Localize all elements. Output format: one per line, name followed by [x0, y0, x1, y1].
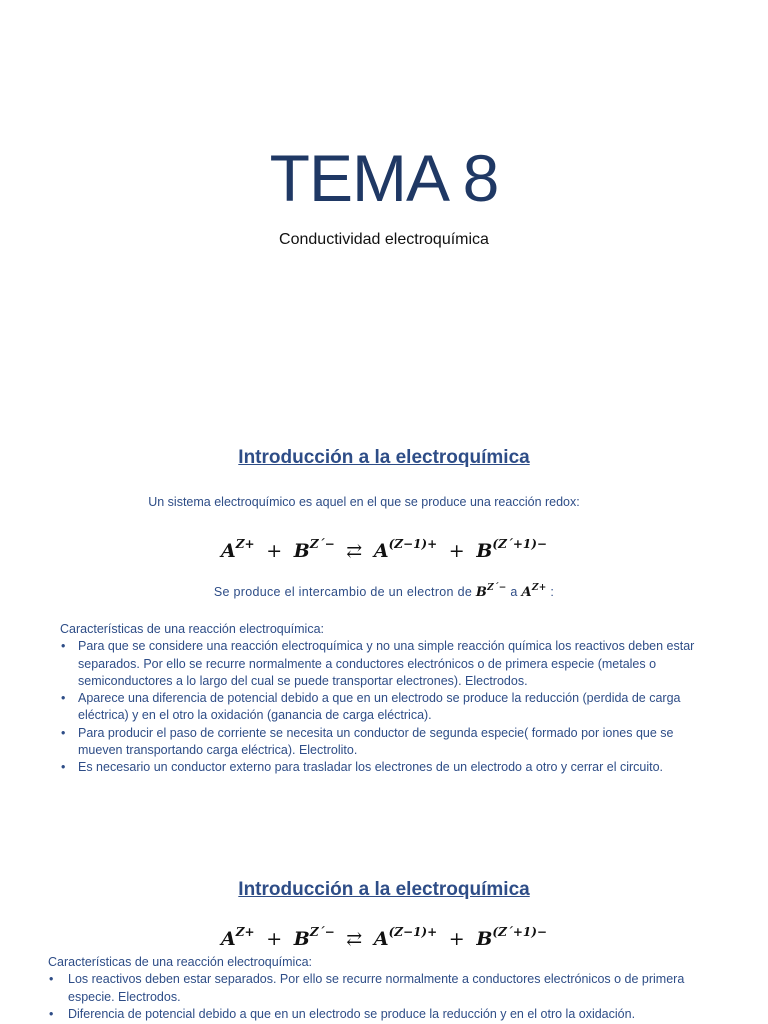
equilibrium-arrow: ⇄	[346, 540, 363, 562]
equation-term: B	[293, 540, 310, 562]
equation-superscript: (Z−1)+	[388, 925, 438, 939]
page-subtitle: Conductividad electroquímica	[279, 231, 489, 248]
equation-superscript: (Z´+1)−	[492, 537, 547, 551]
variable-letter: A	[521, 585, 532, 600]
equation-superscript: (Z−1)+	[388, 537, 438, 551]
characteristics-list	[48, 971, 728, 1023]
list-item-text: Diferencia de potencial debido a que en un electrodo se produce la reducción y en el otro la oxidación.	[68, 1006, 636, 1021]
list-item-text: Aparece una diferencia de potencial debido a que en un electrodo se produce la reducción (perdida de carga eléctrica) y en el otro la oxidación (ganancia de carga eléctrica).	[78, 691, 681, 723]
equation-term: A	[221, 540, 236, 562]
bullet-icon: •	[61, 725, 66, 740]
equation-term: B	[476, 540, 493, 562]
equation-superscript: (Z´+1)−	[492, 925, 547, 939]
equation-operator: +	[448, 540, 465, 562]
exchange-text: a	[506, 585, 522, 599]
characteristics-list	[60, 638, 720, 776]
list-item-text: Para que se considere una reacción electroquímica y no una simple reacción química los reactivos deben estar separados. Por ello se recurre normalmente a conductores electrónicos o de primera especie (metales o semiconductores a lo largo del cual se puede transportar electrones). Electrodos.	[78, 639, 695, 688]
list-item	[48, 971, 728, 1006]
list-item	[60, 759, 720, 776]
electron-exchange-text	[0, 579, 768, 602]
equation-operator: +	[266, 540, 283, 562]
section-heading: Introducción a la electroquímica	[238, 447, 530, 468]
equation-term: B	[476, 928, 493, 950]
equation-superscript: Z+	[235, 925, 255, 939]
equation-superscript: Z´−	[309, 925, 335, 939]
equilibrium-arrow: ⇄	[346, 928, 363, 950]
exchange-text: Se produce el intercambio de un electron de	[213, 585, 476, 599]
equation-term: B	[293, 928, 310, 950]
variable-superscript: Z+	[531, 583, 547, 593]
bullet-icon: •	[49, 1006, 54, 1021]
redox-equation	[0, 918, 768, 953]
redox-equation	[0, 530, 768, 565]
bullet-icon: •	[49, 972, 54, 987]
list-item	[48, 1006, 728, 1023]
equation-operator: +	[266, 928, 283, 950]
list-item	[60, 638, 720, 690]
list-item	[60, 690, 720, 725]
characteristics-heading: Características de una reacción electroquímica:	[48, 955, 313, 969]
bullet-icon: •	[61, 691, 66, 706]
intro-text: Un sistema electroquímico es aquel en el que se produce una reacción redox:	[148, 495, 580, 509]
variable-letter: B	[475, 585, 488, 600]
equation-superscript: Z´−	[309, 537, 335, 551]
exchange-text: :	[546, 585, 555, 599]
list-item-text: Los reactivos deben estar separados. Por ello se recurre normalmente a conductores electrónicos o de primera especie. Electrodos.	[68, 972, 685, 1004]
exchange-variable	[521, 585, 546, 600]
page-title: TEMA 8	[269, 141, 499, 215]
list-item	[60, 725, 720, 760]
list-item-text: Para producir el paso de corriente se necesita un conductor de segunda especie( formado por iones que se mueven transportando carga eléctrica). Electrolito.	[78, 725, 674, 758]
equation-term: A	[221, 928, 236, 950]
exchange-variable	[476, 585, 507, 600]
characteristics-block	[48, 954, 728, 1023]
list-item-text: Es necesario un conductor externo para trasladar los electrones de un electrodo a otro y cerrar el circuito.	[78, 760, 664, 775]
equation-superscript: Z+	[235, 537, 255, 551]
section-heading: Introducción a la electroquímica	[238, 879, 530, 900]
bullet-icon: •	[61, 760, 66, 775]
variable-superscript: Z´−	[487, 583, 507, 593]
characteristics-block	[60, 621, 720, 777]
equation-term: A	[373, 540, 389, 562]
equation-term: A	[373, 928, 389, 950]
characteristics-heading: Características de una reacción electroquímica:	[60, 622, 325, 636]
equation-operator: +	[448, 928, 465, 950]
bullet-icon: •	[61, 639, 66, 654]
